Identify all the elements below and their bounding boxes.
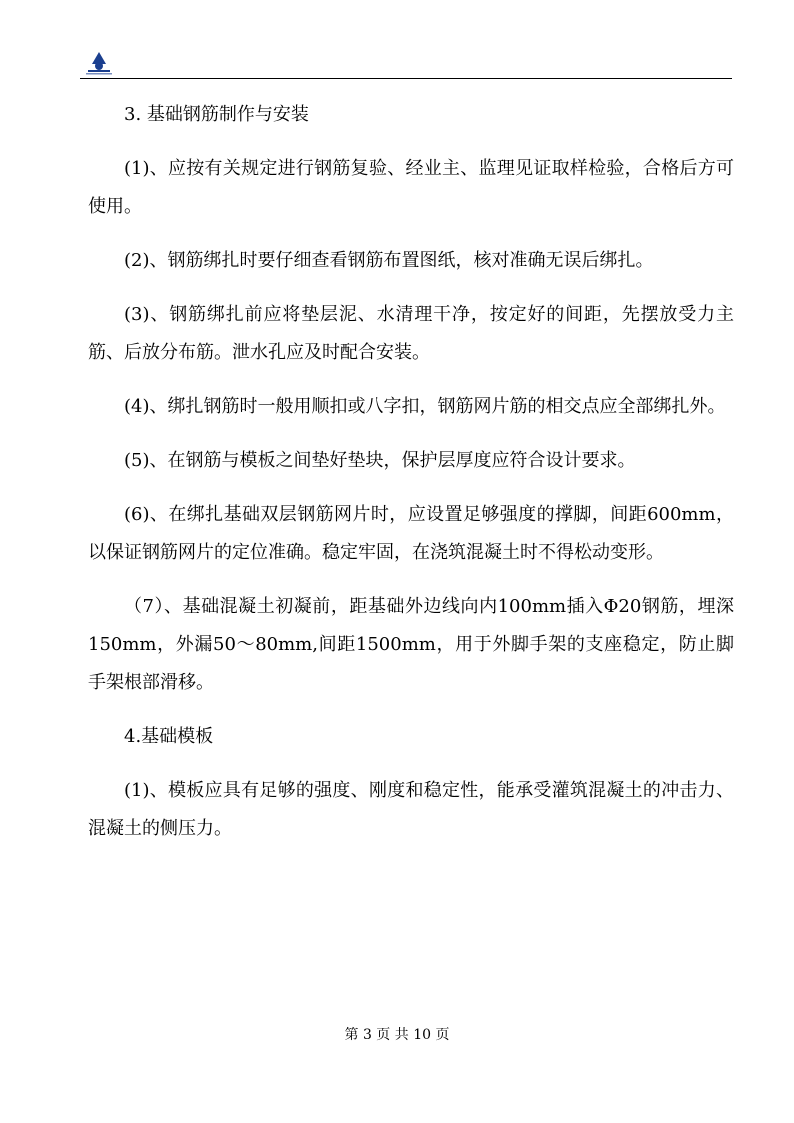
- paragraph-item-3: (3)、钢筋绑扎前应将垫层泥、水清理干净，按定好的间距，先摆放受力主筋、后放分布筋。泄水孔应及时配合安装。: [88, 304, 734, 363]
- paragraph-item-1: (1)、应按有关规定进行钢筋复验、经业主、监理见证取样检验，合格后方可使用。: [88, 158, 734, 217]
- section-4-title: 4.基础模板: [124, 726, 214, 747]
- section-3-title: 3. 基础钢筋制作与安装: [124, 104, 309, 125]
- paragraph-item-2: (2)、钢筋绑扎时要仔细查看钢筋布置图纸，核对准确无误后绑扎。: [124, 250, 654, 271]
- header-rule: [80, 78, 732, 79]
- paragraph-item-6: (6)、在绑扎基础双层钢筋网片时，应设置足够强度的撑脚，间距600mm，以保证钢筋网片的定位准确。稳定牢固，在浇筑混凝土时不得松动变形。: [88, 504, 734, 563]
- document-body: [88, 96, 734, 848]
- paragraph-item-7: （7）、基础混凝土初凝前，距基础外边线向内100mm插入Φ20钢筋，埋深150mm，外漏50～80mm,间距1500mm，用于外脚手架的支座稳定，防止脚手架根部滑移。: [88, 596, 734, 693]
- paragraph-item-4: (4)、绑扎钢筋时一般用顺扣或八字扣，钢筋网片筋的相交点应全部绑扎外。: [124, 396, 726, 417]
- page-number: 第 3 页 共 10 页: [344, 1027, 450, 1043]
- paragraph-item-5: (5)、在钢筋与模板之间垫好垫块，保护层厚度应符合设计要求。: [124, 450, 636, 471]
- company-logo-icon: [82, 50, 116, 76]
- paragraph-section4-item-1: (1)、模板应具有足够的强度、刚度和稳定性，能承受灌筑混凝土的冲击力、混凝土的侧压力。: [88, 780, 734, 839]
